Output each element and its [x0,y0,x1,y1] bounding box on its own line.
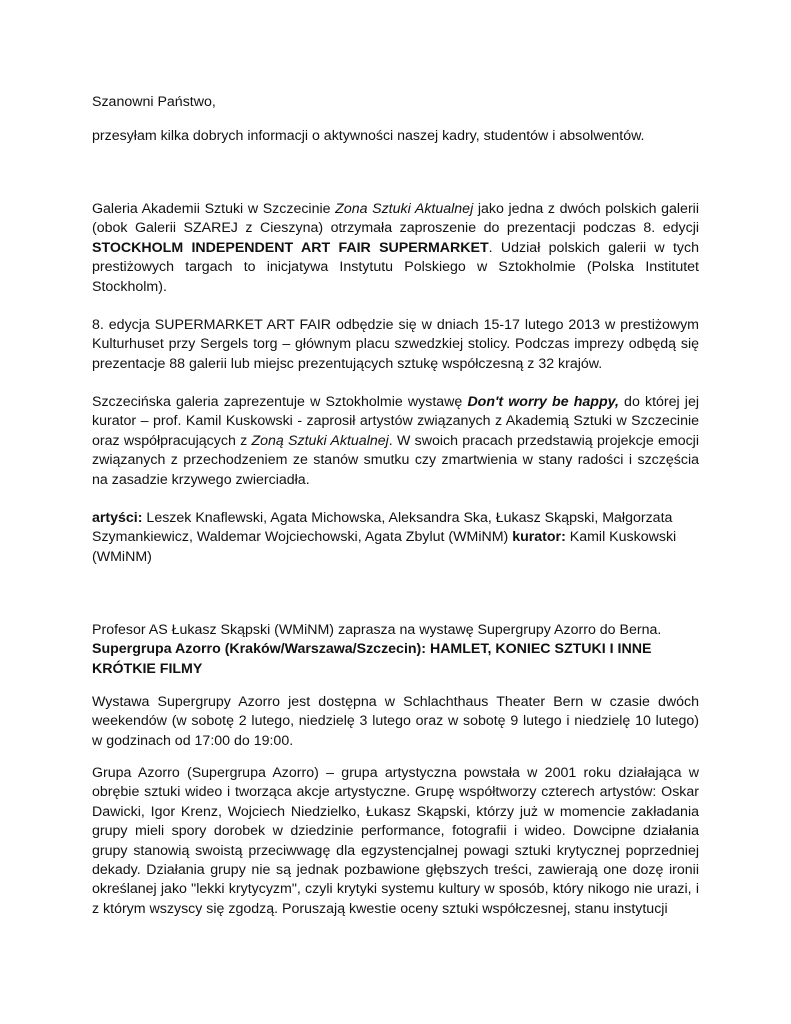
exhibition-title: Don't worry be happy, [467,394,619,410]
gallery-name-italic: Zona Sztuki Aktualnej [335,201,474,217]
azorro-group-paragraph: Grupa Azorro (Supergrupa Azorro) – grupa artystyczna powstała w 2001 roku działająca w obrębie sztuki wideo i tworząca akcje artystyczne. Grupę współtworzy czterech artystów: Oskar Dawicki, Igor Krenz, Wojciech Niedzielko, Łukasz Skąpski, którzy już w momencie zakładania grupy mieli spory dorobek w dziedzinie performance, fotografii i wideo. Dowcipne działania grupy stanowią swoistą przeciwwagę dla egzystencjalnej powagi sztuki krytycznej poprzedniej dekady. Działania grupy nie są jednak pozbawione głębszych treści, zawierają one dozę ironii określanej jako "lekki krytycyzm", czyli krytyki systemu kultury w sposób, który nikogo nie urazi, i z którym wszyscy się zgodzą. Poruszają kwestie oceny sztuki współczesnej, stanu instytucji [92,765,699,917]
artists-label: artyści: [92,510,143,526]
text-run: do której jej kurator – prof. Kamil Kuskowski - zaprosił artystów związanych z Akademią Sztuki w Szczecinie oraz współpracujących z [92,394,700,449]
azorro-schedule-paragraph: Wystawa Supergrupy Azorro jest dostępna w Schlachthaus Theater Bern w czasie dwóch weekendów (w sobotę 2 lutego, niedzielę 3 lutego oraz w sobotę 9 lutego i niedzielę 10 lutego) w godzinach od 17:00 do 19:00. [92,694,699,749]
text-run: Galeria Akademii Sztuki w Szczecinie [92,201,336,217]
text-run: Profesor AS Łukasz Skąpski (WMiNM) zaprasza na wystawę Supergrupy Azorro do Berna. [92,622,662,638]
exhibition-paragraph [92,393,699,490]
text-run: jako jedna z dwóch polskich galerii (obok Galerii SZAREJ z Cieszyna) otrzymała zaproszenie do prezentacji podczas 8. edycji [92,201,699,237]
artists-list: Leszek Knaflewski, Agata Michowska, Aleksandra Ska, Łukasz Skąpski, Małgorzata Szymankiewicz, Waldemar Wojciechowski, Agata Zbylut (WMiNM) [92,510,673,546]
text-run: . Udział polskich galerii w tych prestiżowych targach to inicjatywa Instytutu Polskiego w Sztokholmie (Polska Institutet Stockholm). [92,239,699,295]
text-run: . W swoich pracach przedstawią projekcje emocji związanych z przechodzeniem ze stanów smutku czy zmartwienia w stany radości i szczęścia na zasadzie krzywego zwierciadła. [92,432,699,488]
text-run: Szczecińska galeria zaprezentuje w Sztokholmie wystawę [92,394,468,410]
intro-paragraph: przesyłam kilka dobrych informacji o aktywności naszej kadry, studentów i absolwentów. [92,128,645,144]
curator-name: Kamil Kuskowski (WMiNM) [92,529,677,565]
artists-paragraph [92,509,699,567]
azorro-exhibition-title: Supergrupa Azorro (Kraków/Warszawa/Szczecin): HAMLET, KONIEC SZTUKI I INNE KRÓTKIE FILMY [92,641,652,677]
gallery-name-italic: Zoną Sztuki Aktualnej [251,432,389,449]
gallery-invitation-paragraph [92,200,699,297]
fair-details-paragraph: 8. edycja SUPERMARKET ART FAIR odbędzie się w dniach 15-17 lutego 2013 w prestiżowym Kulturhuset przy Sergels torg – głównym placu szwedzkiej stolicy. Podczas imprezy odbędą się prezentacje 88 galerii lub miejsc prezentujących sztukę współczesną z 32 krajów. [92,317,699,372]
fair-name-bold: STOCKHOLM INDEPENDENT ART FAIR SUPERMARKET [92,239,489,256]
curator-label: kurator: [512,529,566,546]
azorro-invitation-paragraph [92,621,662,679]
salutation: Szanowni Państwo, [92,94,216,110]
